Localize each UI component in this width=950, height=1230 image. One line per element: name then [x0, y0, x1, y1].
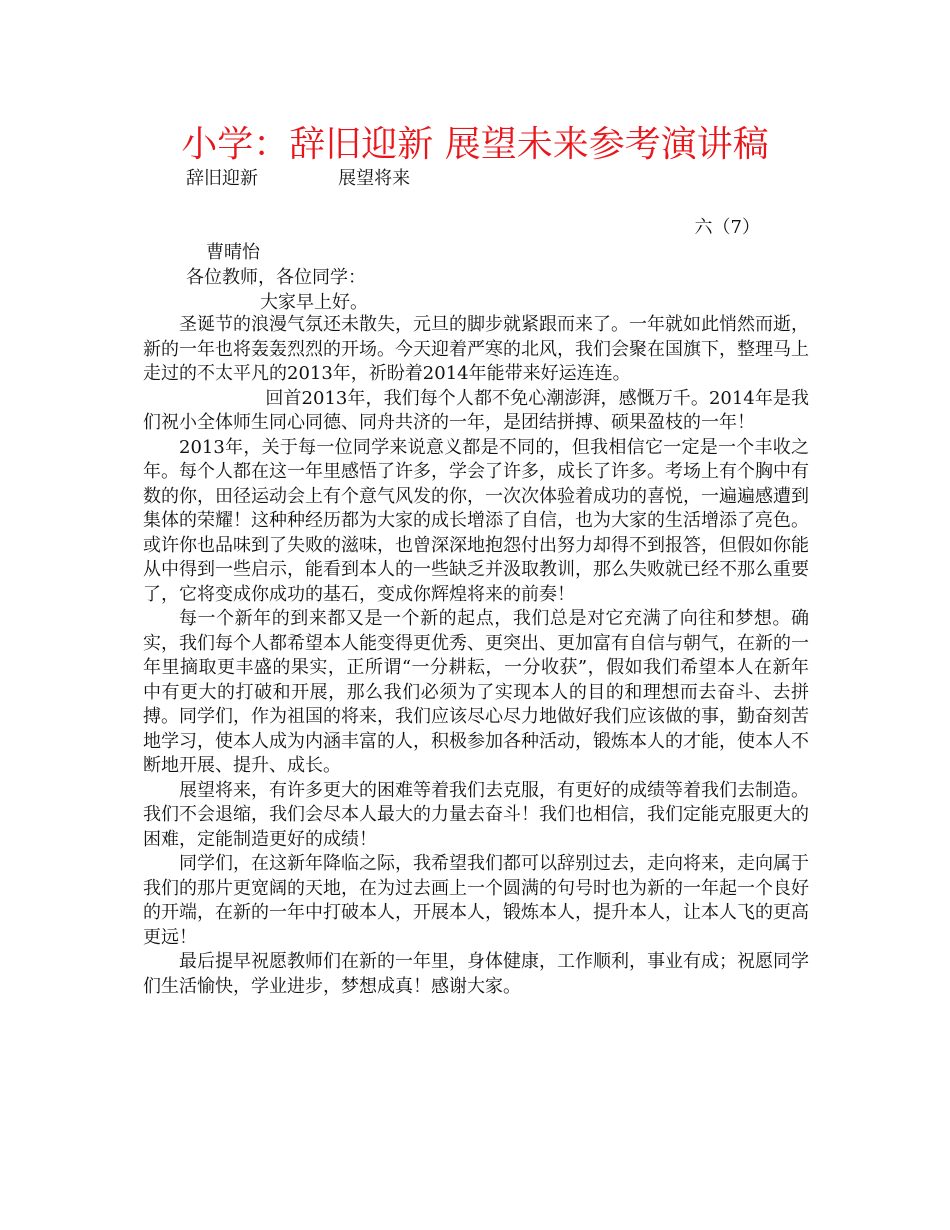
speech-body	[143, 313, 809, 999]
paragraph: 2013年，关于每一位同学来说意义都是不同的，但我相信它一定是一个丰收之年。每个人都在这一年里感悟了许多，学会了许多，成长了许多。考场上有个胸中有数的你，田径运动会上有个意气风发的你，一次次体验着成功的喜悦，一遍遍感遭到集体的荣耀！这种种经历都为大家的成长增添了自信，也为大家的生活增添了亮色。或许你也品味到了失败的滋味，也曾深深地抱怨付出努力却得不到报答，但假如你能从中得到一些启示，能看到本人的一些缺乏并汲取教训，那么失败就已经不那么重要了，它将变成你成功的基石，变成你辉煌将来的前奏！	[143, 436, 809, 605]
paragraph: 展望将来，有许多更大的困难等着我们去克服，有更好的成绩等着我们去制造。我们不会退缩，我们会尽本人最大的力量去奋斗！我们也相信，我们定能克服更大的困难，定能制造更好的成绩！	[143, 779, 809, 850]
paragraph: 同学们，在这新年降临之际，我希望我们都可以辞别过去，走向将来，走向属于我们的那片更宽阔的天地，在为过去画上一个圆满的句号时也为新的一年起一个良好的开端，在新的一年中打破本人，开展本人，锻炼本人，提升本人，让本人飞的更高更远！	[143, 853, 809, 948]
document-title: 小学：辞旧迎新 展望未来参考演讲稿	[181, 124, 769, 165]
paragraph: 回首2013年，我们每个人都不免心潮澎湃，感慨万千。2014年是我们祝小全体师生同心同德、同舟共济的一年，是团结拼搏、硕果盈枝的一年！	[143, 387, 809, 433]
document-subtitle: 辞旧迎新 展望将来	[186, 168, 411, 189]
greeting-line: 各位教师，各位同学：	[186, 267, 366, 288]
paragraph: 最后提早祝愿教师们在新的一年里，身体健康，工作顺利，事业有成；祝愿同学们生活愉快，学业进步，梦想成真！感谢大家。	[143, 951, 809, 997]
author-name: 曹晴怡	[206, 242, 260, 263]
paragraph: 每一个新年的到来都又是一个新的起点，我们总是对它充满了向往和梦想。确实，我们每个人都希望本人能变得更优秀、更突出、更加富有自信与朝气，在新的一年里摘取更丰盛的果实，正所谓“一分耕耘，一分收获”，假如我们希望本人在新年中有更大的打破和开展，那么我们必须为了实现本人的目的和理想而去奋斗、去拼搏。同学们，作为祖国的将来，我们应该尽心尽力地做好我们应该做的事，勤奋刻苦地学习，使本人成为内涵丰富的人，积极参加各种活动，锻炼本人的才能，使本人不断地开展、提升、成长。	[143, 608, 809, 776]
class-label: 六（7）	[694, 217, 760, 238]
paragraph: 圣诞节的浪漫气氛还未散失，元旦的脚步就紧跟而来了。一年就如此悄然而逝，新的一年也将轰轰烈烈的开场。今天迎着严寒的北风，我们会聚在国旗下，整理马上走过的不太平凡的2013年，祈盼着2014年能带来好运连连。	[143, 314, 809, 384]
morning-greeting: 大家早上好。	[260, 292, 368, 313]
